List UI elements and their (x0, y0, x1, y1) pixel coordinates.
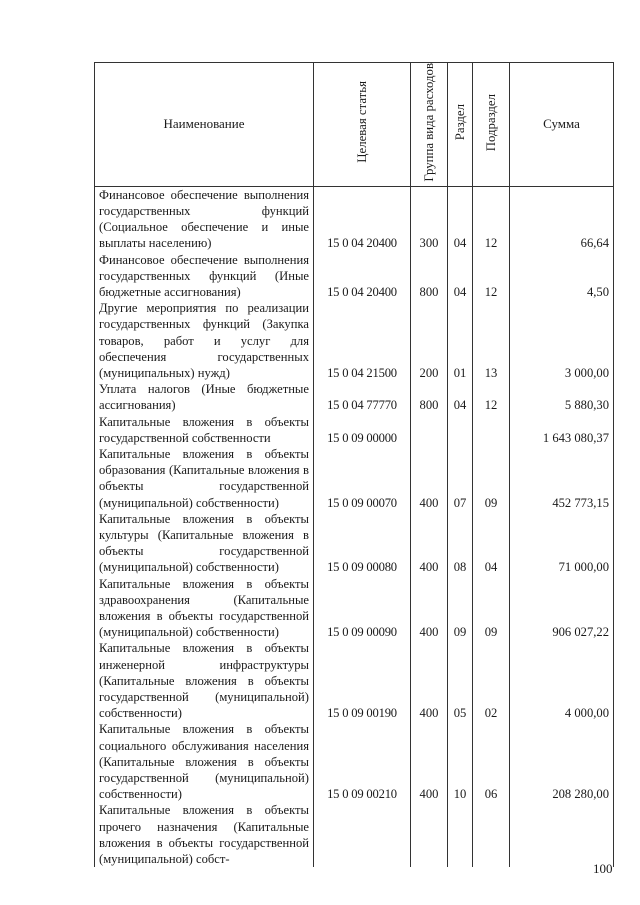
cell-sum: 906 027,22 (510, 576, 614, 641)
cell-target (314, 802, 411, 867)
header-group: Группа вида расходов (411, 63, 448, 187)
cell-group: 400 (411, 721, 448, 802)
cell-name: Капитальные вложения в объекты здравоохранения (Капитальные вложения в объекты государственной (муниципальной) собственности) (95, 576, 314, 641)
cell-target: 15 0 09 00090 (314, 576, 411, 641)
cell-sum: 3 000,00 (510, 300, 614, 381)
cell-subsection: 12 (473, 381, 510, 413)
cell-target: 15 0 09 00190 (314, 640, 411, 721)
header-name: Наименование (95, 63, 314, 187)
cell-group: 200 (411, 300, 448, 381)
cell-section (448, 414, 473, 446)
cell-sum: 4 000,00 (510, 640, 614, 721)
cell-name: Финансовое обеспечение выполнения государственных функций (Иные бюджетные ассигнования) (95, 252, 314, 301)
table-row (95, 511, 614, 576)
cell-subsection: 02 (473, 640, 510, 721)
cell-name: Капитальные вложения в объекты прочего назначения (Капитальные вложения в объекты государственной (муниципальной) собст- (95, 802, 314, 867)
cell-sum: 452 773,15 (510, 446, 614, 511)
cell-subsection: 09 (473, 446, 510, 511)
table-row (95, 576, 614, 641)
cell-name: Капитальные вложения в объекты государственной собственности (95, 414, 314, 446)
cell-target: 15 0 09 00080 (314, 511, 411, 576)
cell-section: 07 (448, 446, 473, 511)
cell-subsection: 04 (473, 511, 510, 576)
budget-table (94, 62, 614, 867)
cell-sum: 71 000,00 (510, 511, 614, 576)
table-row (95, 186, 614, 251)
cell-name: Капитальные вложения в объекты социального обслуживания населения (Капитальные вложения в объекты государственной (муниципальной) собственности) (95, 721, 314, 802)
cell-section: 01 (448, 300, 473, 381)
cell-sum: 66,64 (510, 186, 614, 251)
cell-subsection: 12 (473, 186, 510, 251)
cell-target: 15 0 04 77770 (314, 381, 411, 413)
cell-group: 400 (411, 576, 448, 641)
cell-subsection (473, 802, 510, 867)
header-section: Раздел (448, 63, 473, 187)
cell-target: 15 0 04 21500 (314, 300, 411, 381)
header-sum: Сумма (510, 63, 614, 187)
cell-section: 04 (448, 186, 473, 251)
table-header-row (95, 63, 614, 187)
cell-sum: 5 880,30 (510, 381, 614, 413)
cell-target: 15 0 04 20400 (314, 252, 411, 301)
cell-section: 05 (448, 640, 473, 721)
header-subsection: Подраздел (473, 63, 510, 187)
cell-subsection: 06 (473, 721, 510, 802)
cell-section: 04 (448, 381, 473, 413)
cell-target: 15 0 04 20400 (314, 186, 411, 251)
page-number: 100 (593, 861, 613, 876)
cell-target: 15 0 09 00210 (314, 721, 411, 802)
cell-group: 400 (411, 640, 448, 721)
cell-sum: 208 280,00 (510, 721, 614, 802)
cell-name: Другие мероприятия по реализации государственных функций (Закупка товаров, работ и услуг для обеспечения государственных (муниципальных) нужд) (95, 300, 314, 381)
cell-name: Капитальные вложения в объекты культуры (Капитальные вложения в объекты государственной (муниципальной) собственности) (95, 511, 314, 576)
cell-sum: 4,50 (510, 252, 614, 301)
cell-name: Капитальные вложения в объекты инженерной инфраструктуры (Капитальные вложения в объекты государственной (муниципальной) собственности) (95, 640, 314, 721)
cell-group (411, 802, 448, 867)
header-target: Целевая статья (314, 63, 411, 187)
cell-target: 15 0 09 00070 (314, 446, 411, 511)
cell-group: 400 (411, 446, 448, 511)
cell-sum: 1 643 080,37 (510, 414, 614, 446)
cell-name: Капитальные вложения в объекты образования (Капитальные вложения в объекты государственной (муниципальной) собственности) (95, 446, 314, 511)
cell-subsection: 12 (473, 252, 510, 301)
cell-target: 15 0 09 00000 (314, 414, 411, 446)
cell-subsection (473, 414, 510, 446)
cell-section: 09 (448, 576, 473, 641)
cell-section: 04 (448, 252, 473, 301)
cell-name: Финансовое обеспечение выполнения государственных функций (Социальное обеспечение и иные выплаты населению) (95, 186, 314, 251)
table-row (95, 414, 614, 446)
cell-section: 08 (448, 511, 473, 576)
table-row (95, 381, 614, 413)
table-row (95, 252, 614, 301)
cell-group: 800 (411, 381, 448, 413)
table-row (95, 640, 614, 721)
table-row (95, 300, 614, 381)
cell-sum (510, 802, 614, 867)
cell-group: 300 (411, 186, 448, 251)
table-row (95, 721, 614, 802)
cell-subsection: 13 (473, 300, 510, 381)
cell-section (448, 802, 473, 867)
cell-name: Уплата налогов (Иные бюджетные ассигнования) (95, 381, 314, 413)
cell-section: 10 (448, 721, 473, 802)
cell-subsection: 09 (473, 576, 510, 641)
cell-group: 800 (411, 252, 448, 301)
table-row (95, 802, 614, 867)
cell-group: 400 (411, 511, 448, 576)
table-row (95, 446, 614, 511)
cell-group (411, 414, 448, 446)
